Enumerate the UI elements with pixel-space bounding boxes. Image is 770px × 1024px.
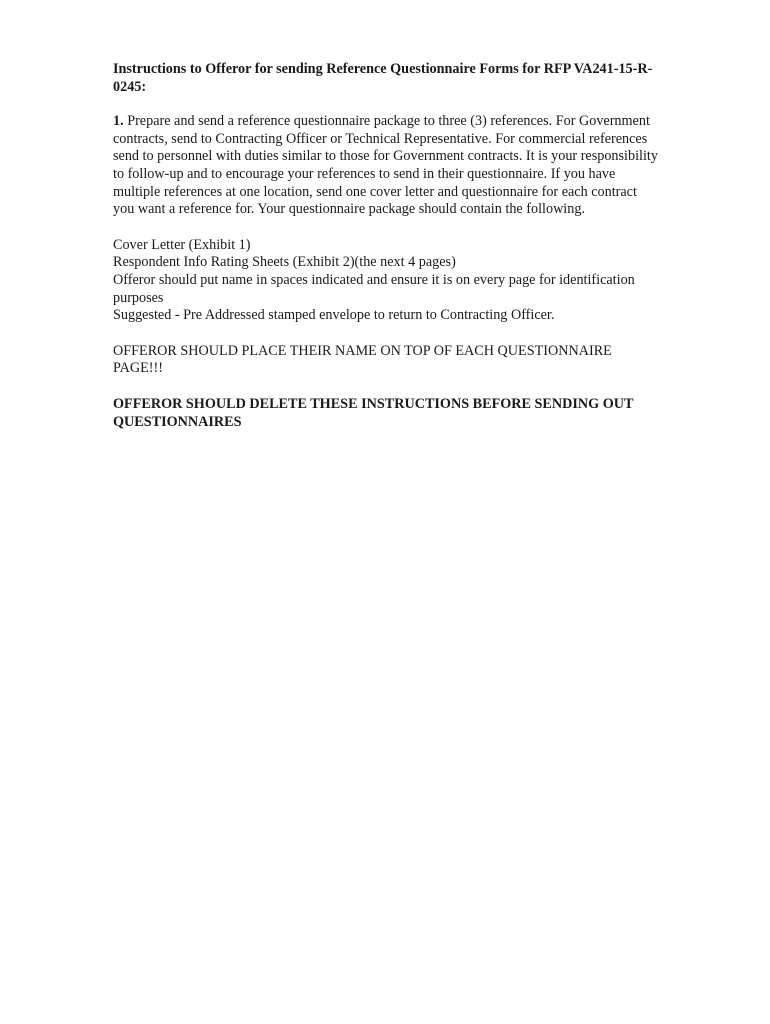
list-item-envelope: Suggested - Pre Addressed stamped envelope to return to Contracting Officer. xyxy=(113,307,555,324)
document-body xyxy=(113,61,658,431)
package-items-list xyxy=(113,237,658,325)
instruction-paragraph-1 xyxy=(113,113,658,219)
paragraph-number: 1. xyxy=(113,113,124,130)
list-item-rating-sheets: Respondent Info Rating Sheets (Exhibit 2)(the next 4 pages) xyxy=(113,254,456,271)
notice-place-name: OFFEROR SHOULD PLACE THEIR NAME ON TOP OF EACH QUESTIONNAIRE PAGE!!! xyxy=(113,342,612,377)
notice-delete-instructions: OFFEROR SHOULD DELETE THESE INSTRUCTIONS BEFORE SENDING OUT QUESTIONNAIRES xyxy=(113,395,634,430)
list-item-offeror-name: Offeror should put name in spaces indicated and ensure it is on every page for identification purposes xyxy=(113,271,635,306)
paragraph-text: Prepare and send a reference questionnaire package to three (3) references. For Government contracts, send to Contracting Officer or Technical Representative. For commercial references send to personnel with duties similar to those for Government contracts. It is your responsibility to follow-up and to encourage your references to send in their questionnaire. If you have multiple references at one location, send one cover letter and questionnaire for each contract you want a reference for. Your questionnaire package should contain the following. xyxy=(113,113,658,218)
document-title: Instructions to Offeror for sending Reference Questionnaire Forms for RFP VA241-15-R-0245: xyxy=(113,61,653,95)
list-item-cover-letter: Cover Letter (Exhibit 1) xyxy=(113,236,251,253)
